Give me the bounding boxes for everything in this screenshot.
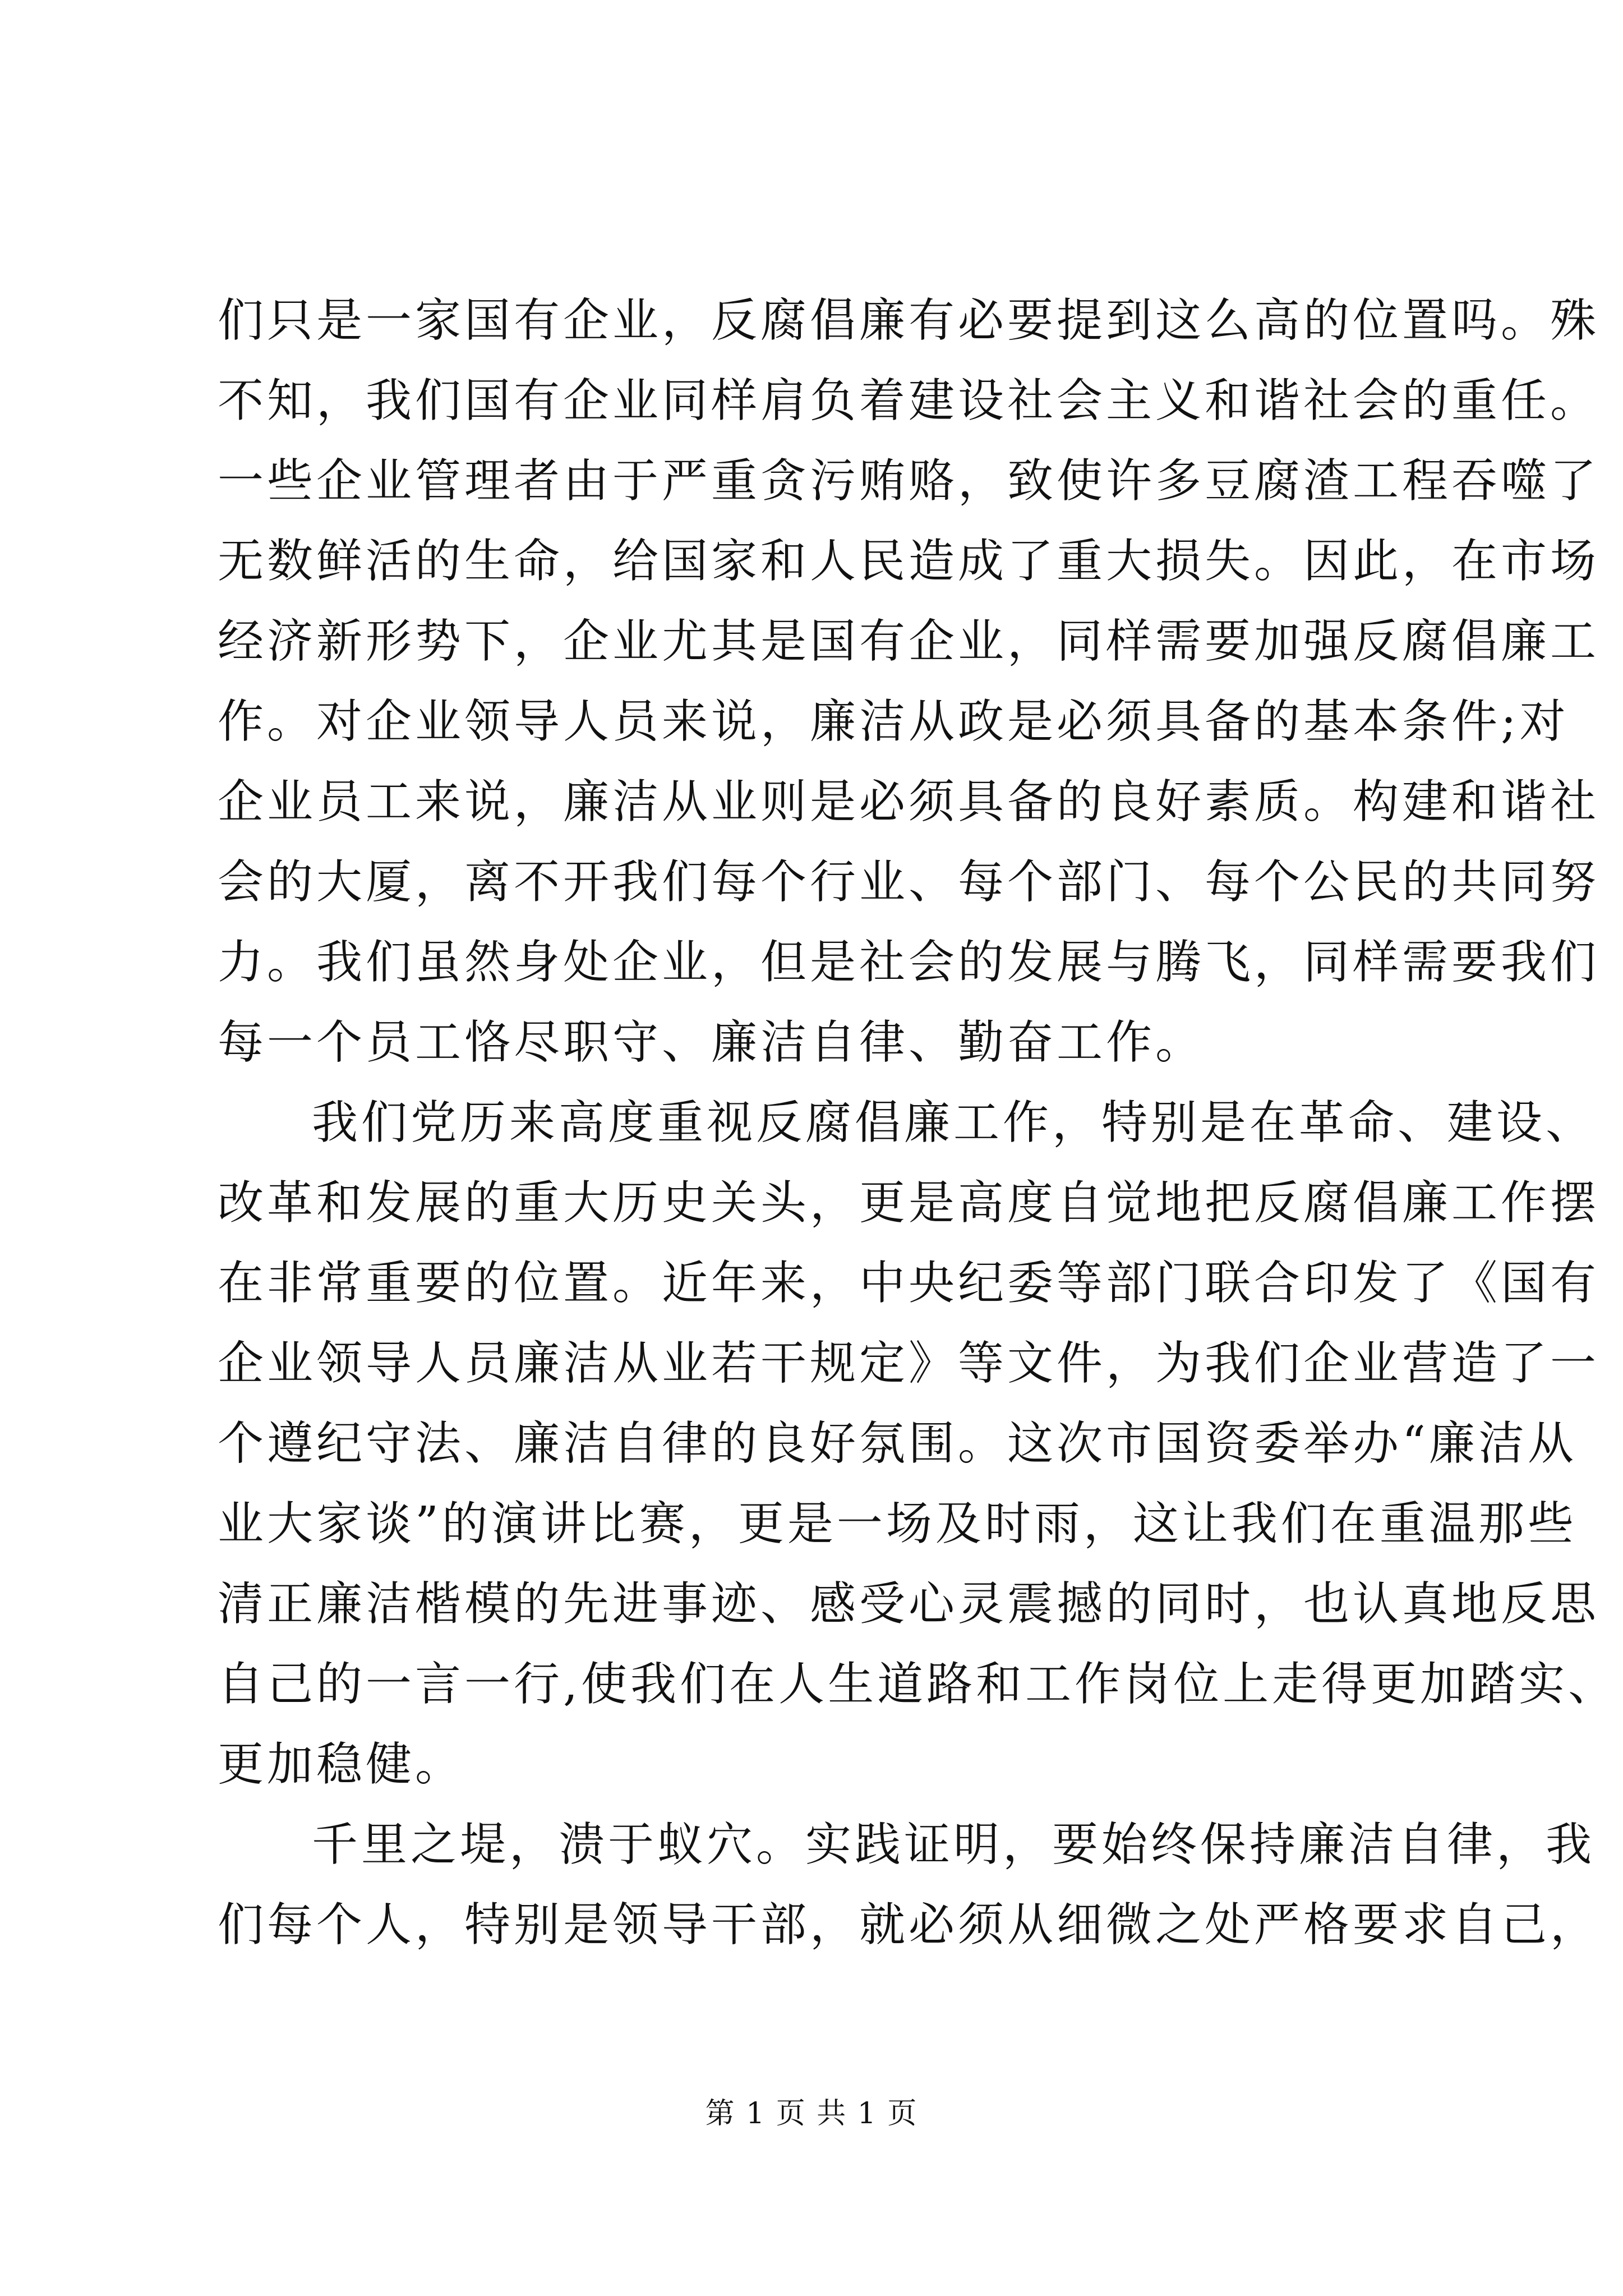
text-line: 们只是一家国有企业，反腐倡廉有必要提到这么高的位置吗。殊: [218, 294, 1600, 347]
text-line: 千里之堤，溃于蚁穴。实践证明，要始终保持廉洁自律，我: [312, 1818, 1596, 1871]
text-line: 会的大厦，离不开我们每个行业、每个部门、每个公民的共同努: [218, 855, 1600, 909]
text-line: 清正廉洁楷模的先进事迹、感受心灵震撼的同时，也认真地反思: [218, 1577, 1600, 1631]
paragraph-2: [218, 1083, 1618, 1805]
body-text: [218, 280, 1618, 1965]
text-line: 企业领导人员廉洁从业若干规定》等文件，为我们企业营造了一: [218, 1337, 1600, 1390]
text-line: 每一个员工恪尽职守、廉洁自律、勤奋工作。: [218, 1016, 1205, 1069]
text-line: 企业员工来说，廉洁从业则是必须具备的良好素质。构建和谐社: [218, 775, 1600, 829]
text-line: 改革和发展的重大历史关头，更是高度自觉地把反腐倡廉工作摆: [218, 1176, 1600, 1230]
text-line: 们每个人，特别是领导干部，就必须从细微之处严格要求自己，: [218, 1898, 1600, 1952]
text-line: 不知，我们国有企业同样肩负着建设社会主义和谐社会的重任。: [218, 374, 1600, 427]
text-line: 业大家谈”的演讲比赛，更是一场及时雨，这让我们在重温那些: [218, 1497, 1577, 1550]
text-line: 经济新形势下，企业尤其是国有企业，同样需要加强反腐倡廉工: [218, 615, 1600, 668]
text-line: 在非常重要的位置。近年来，中央纪委等部门联合印发了《国有: [218, 1257, 1600, 1310]
text-line: 力。我们虽然身处企业，但是社会的发展与腾飞，同样需要我们: [218, 936, 1600, 989]
paragraph-1: [218, 280, 1600, 1083]
text-line: 个遵纪守法、廉洁自律的良好氛围。这次市国资委举办“廉洁从: [218, 1417, 1577, 1470]
text-line: 更加稳健。: [218, 1738, 465, 1791]
text-line: 一些企业管理者由于严重贪污贿赂，致使许多豆腐渣工程吞噬了: [218, 454, 1600, 508]
paragraph-3: [218, 1805, 1600, 1965]
text-line: 我们党历来高度重视反腐倡廉工作，特别是在革命、建设、: [312, 1096, 1596, 1149]
text-line: 自己的一言一行,使我们在人生道路和工作岗位上走得更加踏实、: [218, 1658, 1618, 1711]
text-line: 作。对企业领导人员来说，廉洁从政是必须具备的基本条件;对: [218, 695, 1569, 748]
text-line: 无数鲜活的生命，给国家和人民造成了重大损失。因此，在市场: [218, 535, 1600, 588]
page-footer: 第 1 页 共 1 页: [705, 2097, 918, 2131]
